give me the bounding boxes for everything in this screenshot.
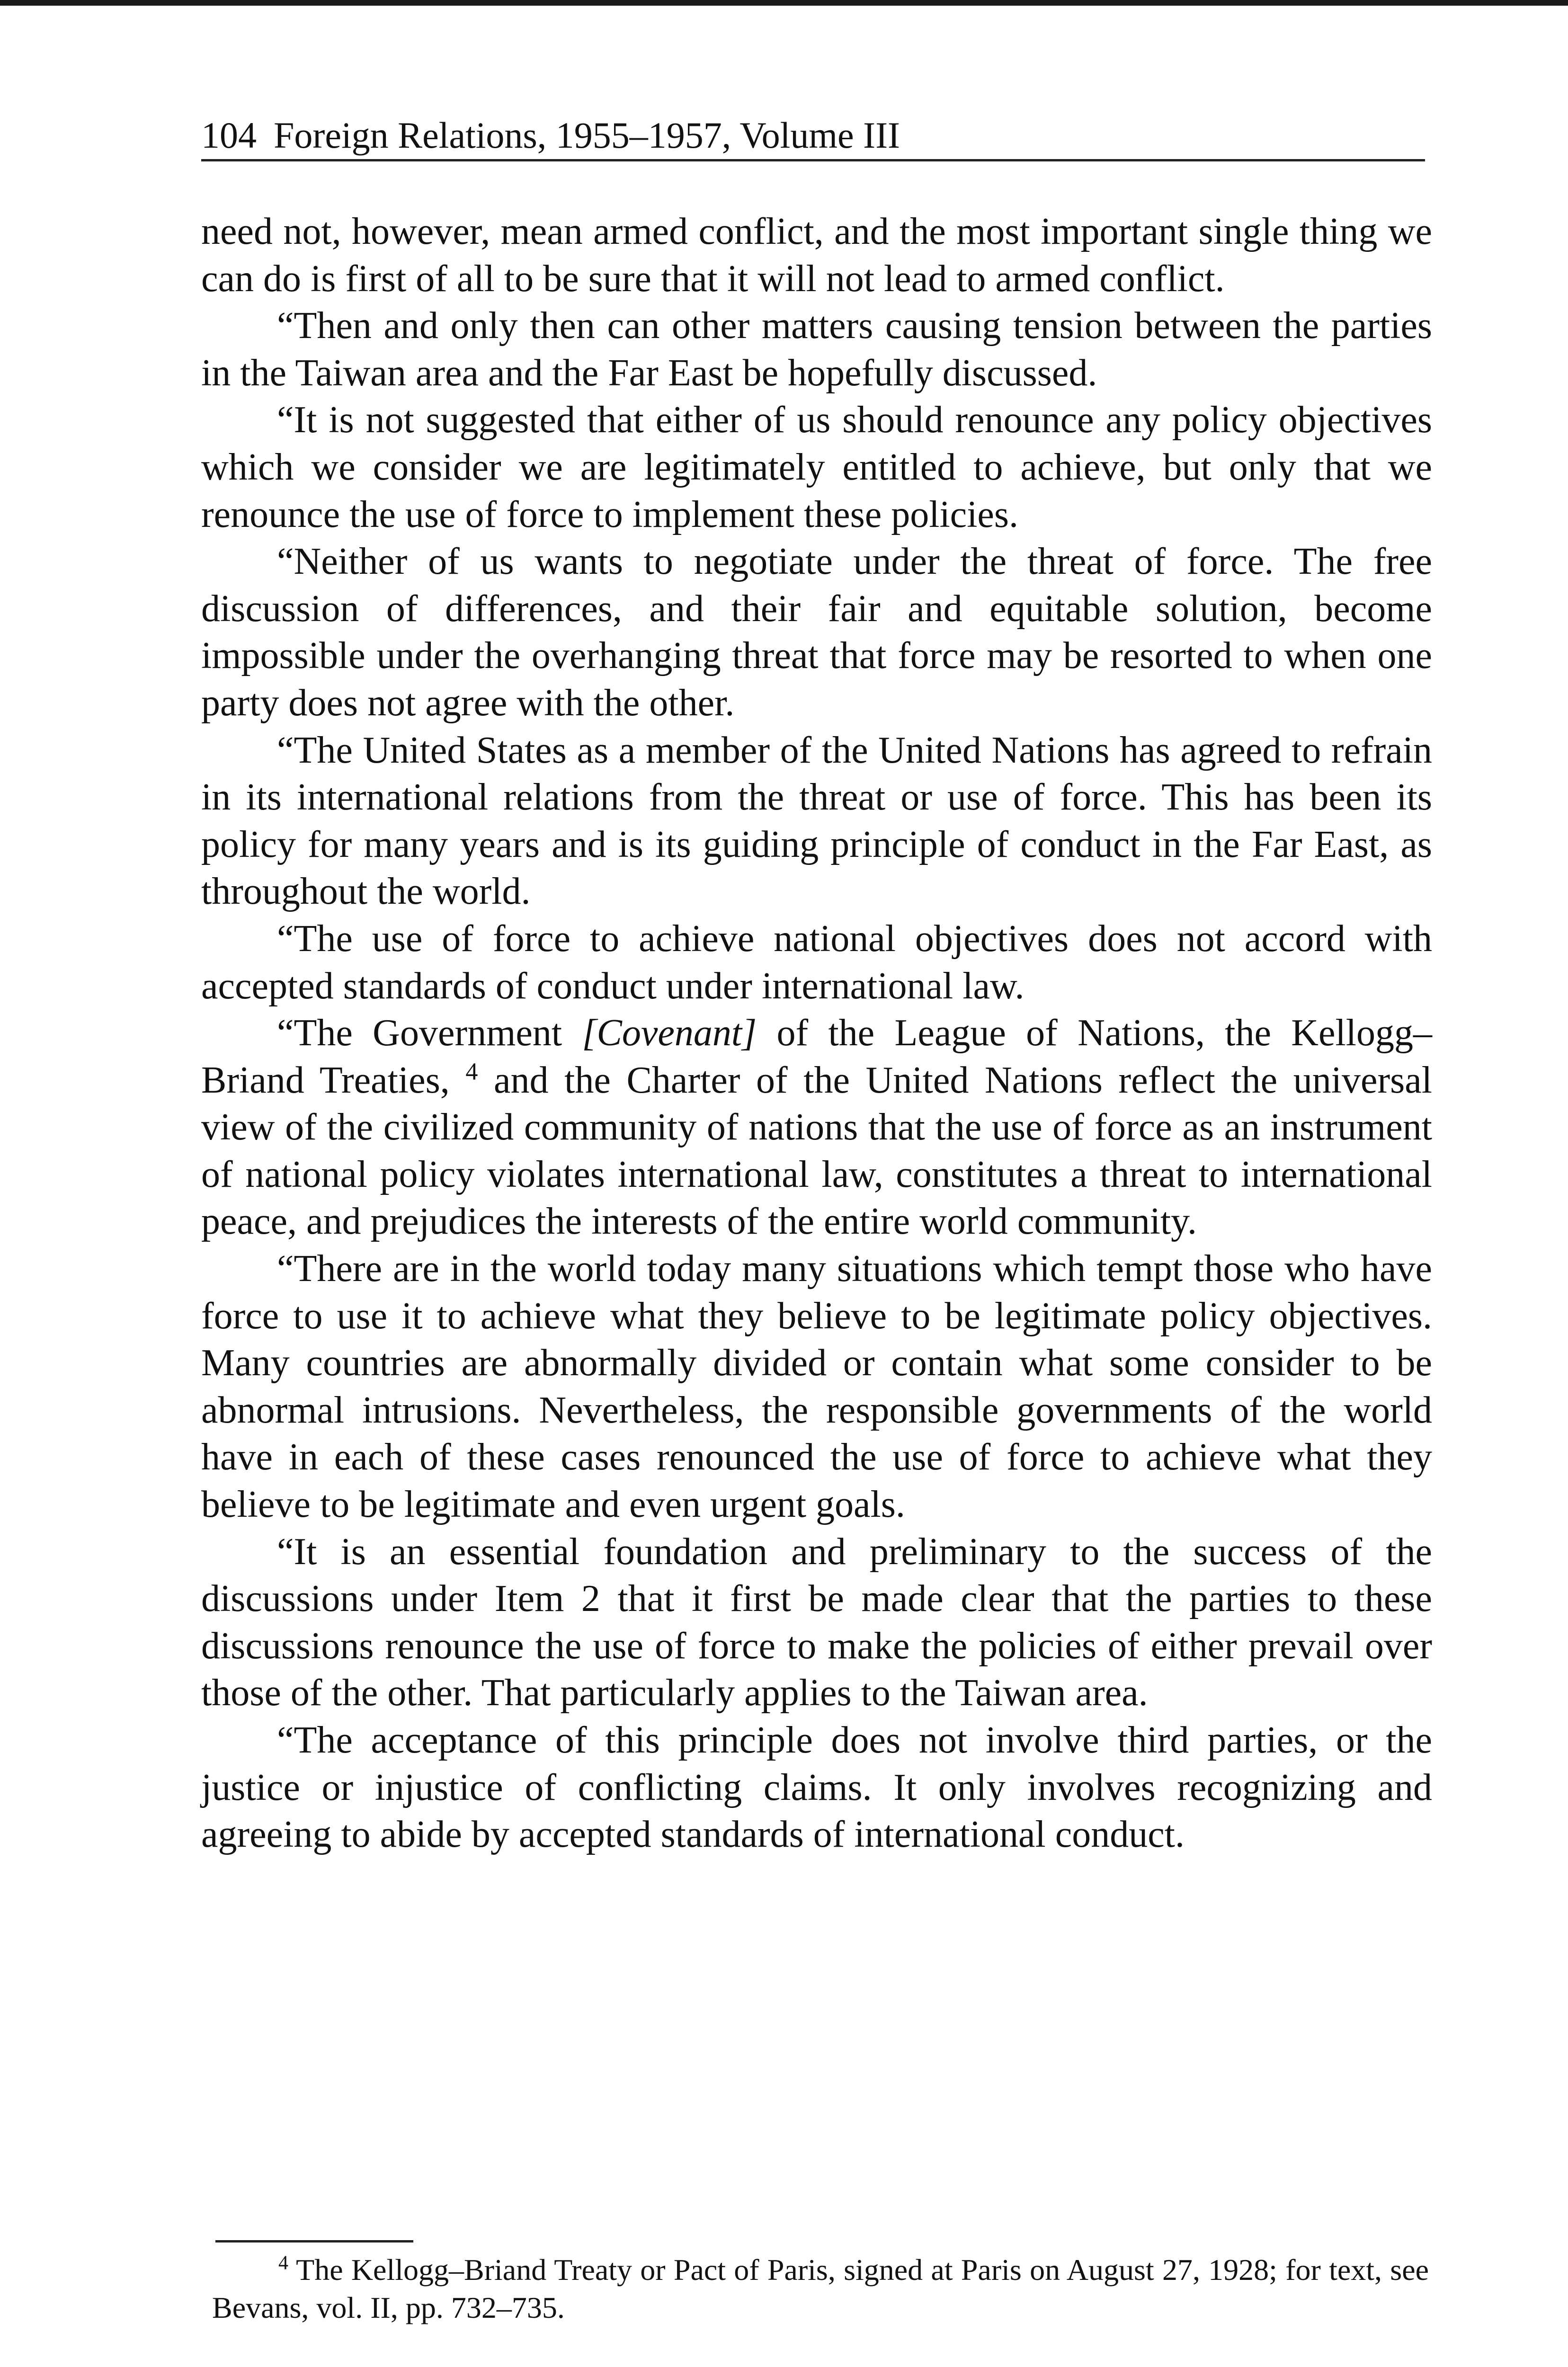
covenant-text-after: and the Charter of the United Nations reflect the universal view of the civilized community of nations that the use of force as an instrument of national policy violates international law, constitutes a threat to international peace, and prejudices the interests of the entire world community.: [201, 1059, 1432, 1243]
paragraph: “Then and only then can other matters causing tension between the parties in the Taiwan area and the Far East be hopefully discussed.: [201, 305, 1432, 394]
paragraph: “There are in the world today many situations which tempt those who have force to use it to achieve what they believe to be legitimate policy objectives. Many countries are abnormally divided or contain what some consider to be abnormal intrusions. Nevertheless, the responsible governments of the world have in each of these cases renounced the use of force to achieve what they believe to be legitimate and even urgent goals.: [201, 1248, 1432, 1526]
paragraph: “The use of force to achieve national objectives does not accord with accepted standards of conduct under international law.: [201, 917, 1432, 1007]
covenant-text-before: “The Government: [277, 1012, 582, 1054]
paragraph: “The United States as a member of the United Nations has agreed to refrain in its international relations from the threat or use of force. This has been its policy for many years and is its guiding principle of conduct in the Far East, as throughout the world.: [201, 729, 1432, 913]
footnote-divider: [215, 2240, 413, 2242]
covenant-italic: [Covenant]: [582, 1012, 757, 1054]
page-number: 104: [201, 115, 257, 156]
paragraph: need not, however, mean armed conflict, and the most important single thing we can do is first of all to be sure that it will not lead to armed conflict.: [201, 211, 1432, 300]
footnote: [212, 2251, 1429, 2327]
footnote-text: The Kellogg–Briand Treaty or Pact of Paris, signed at Paris on August 27, 1928; for text, see Bevans, vol. II, pp. 732–735.: [212, 2253, 1429, 2324]
paragraph: “Neither of us wants to negotiate under the threat of force. The free discussion of differences, and their fair and equitable solution, become impossible under the overhanging threat that force may be resorted to when one party does not agree with the other.: [201, 541, 1432, 724]
covenant-text-middle: of the League of Nations, the Kellogg–Briand Treaties,: [201, 1012, 1433, 1101]
running-header: [201, 112, 1425, 161]
paragraph: “It is an essential foundation and preliminary to the success of the discussions under Item 2 that it first be made clear that the parties to these discussions renounce the use of force to make the policies of either prevail over those of the other. That particularly applies to the Taiwan area.: [201, 1531, 1432, 1714]
paragraph-covenant: [201, 1010, 1432, 1246]
paragraph: “It is not suggested that either of us should renounce any policy objectives which we consider we are legitimately entitled to achieve, but only that we renounce the use of force to implement these policies.: [201, 399, 1432, 535]
paragraph: “The acceptance of this principle does not involve third parties, or the justice or injustice of conflicting claims. It only involves recognizing and agreeing to abide by accepted standards of international conduct.: [201, 1719, 1432, 1856]
body-text: [201, 208, 1432, 1859]
page-top-edge: [0, 0, 1568, 6]
volume-title: Foreign Relations, 1955–1957, Volume III: [274, 115, 900, 156]
footnote-number: 4: [278, 2252, 288, 2274]
footnote-reference[interactable]: 4: [465, 1058, 478, 1086]
